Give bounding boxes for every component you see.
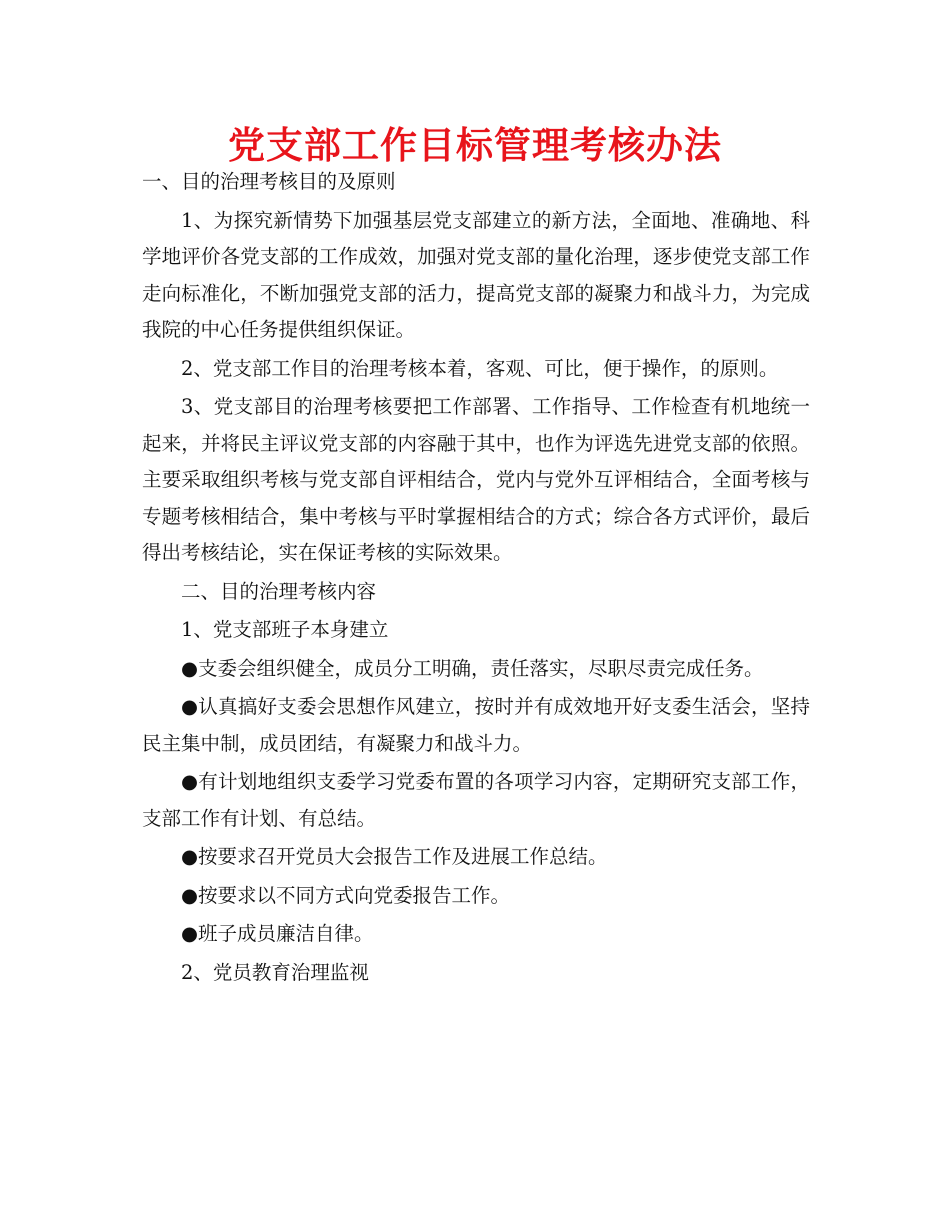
paragraph: 1、党支部班子本身建立 xyxy=(181,618,389,641)
paragraph: ●班子成员廉洁自律。 xyxy=(181,922,374,945)
paragraph: 2、党支部工作目的治理考核本着，客观、可比，便于操作，的原则。 xyxy=(181,356,779,380)
paragraph: ●按要求召开党员大会报告工作及进展工作总结。 xyxy=(181,845,608,868)
paragraph: 2、党员教育治理监视 xyxy=(181,960,369,984)
paragraph: ●按要求以不同方式向党委报告工作。 xyxy=(181,883,511,907)
paragraph: ●认真搞好支委会思想作风建立，按时并有成效地开好支委生活会，坚持民主集中制，成员团结，有凝聚力和战斗力。 xyxy=(142,695,810,755)
paragraph: 一、目的治理考核目的及原则 xyxy=(142,170,396,193)
paragraph: 3、党支部目的治理考核要把工作部署、工作指导、工作检查有机地统一起来，并将民主评议党支部的内容融于其中，也作为评选先进党支部的依照。主要采取组织考核与党支部自评相结合，党内与党外互评相结合，全面考核与专题考核相结合，集中考核与平时掌握相结合的方式；综合各方式评价，最后得出考核结论，实在保证考核的实际效果。 xyxy=(142,395,810,564)
document-body xyxy=(142,164,810,993)
document-title: 党支部工作目标管理考核办法 xyxy=(228,124,722,167)
paragraph: 1、为探究新情势下加强基层党支部建立的新方法，全面地、准确地、科学地评价各党支部的工作成效，加强对党支部的量化治理，逐步使党支部工作走向标准化，不断加强党支部的活力，提高党支部的凝聚力和战斗力，为完成我院的中心任务提供组织保证。 xyxy=(142,208,810,341)
paragraph: 二、目的治理考核内容 xyxy=(181,579,377,603)
paragraph: ●支委会组织健全，成员分工明确，责任落实，尽职尽责完成任务。 xyxy=(181,656,764,680)
paragraph: ●有计划地组织支委学习党委布置的各项学习内容，定期研究支部工作，支部工作有计划、有总结。 xyxy=(142,770,810,830)
